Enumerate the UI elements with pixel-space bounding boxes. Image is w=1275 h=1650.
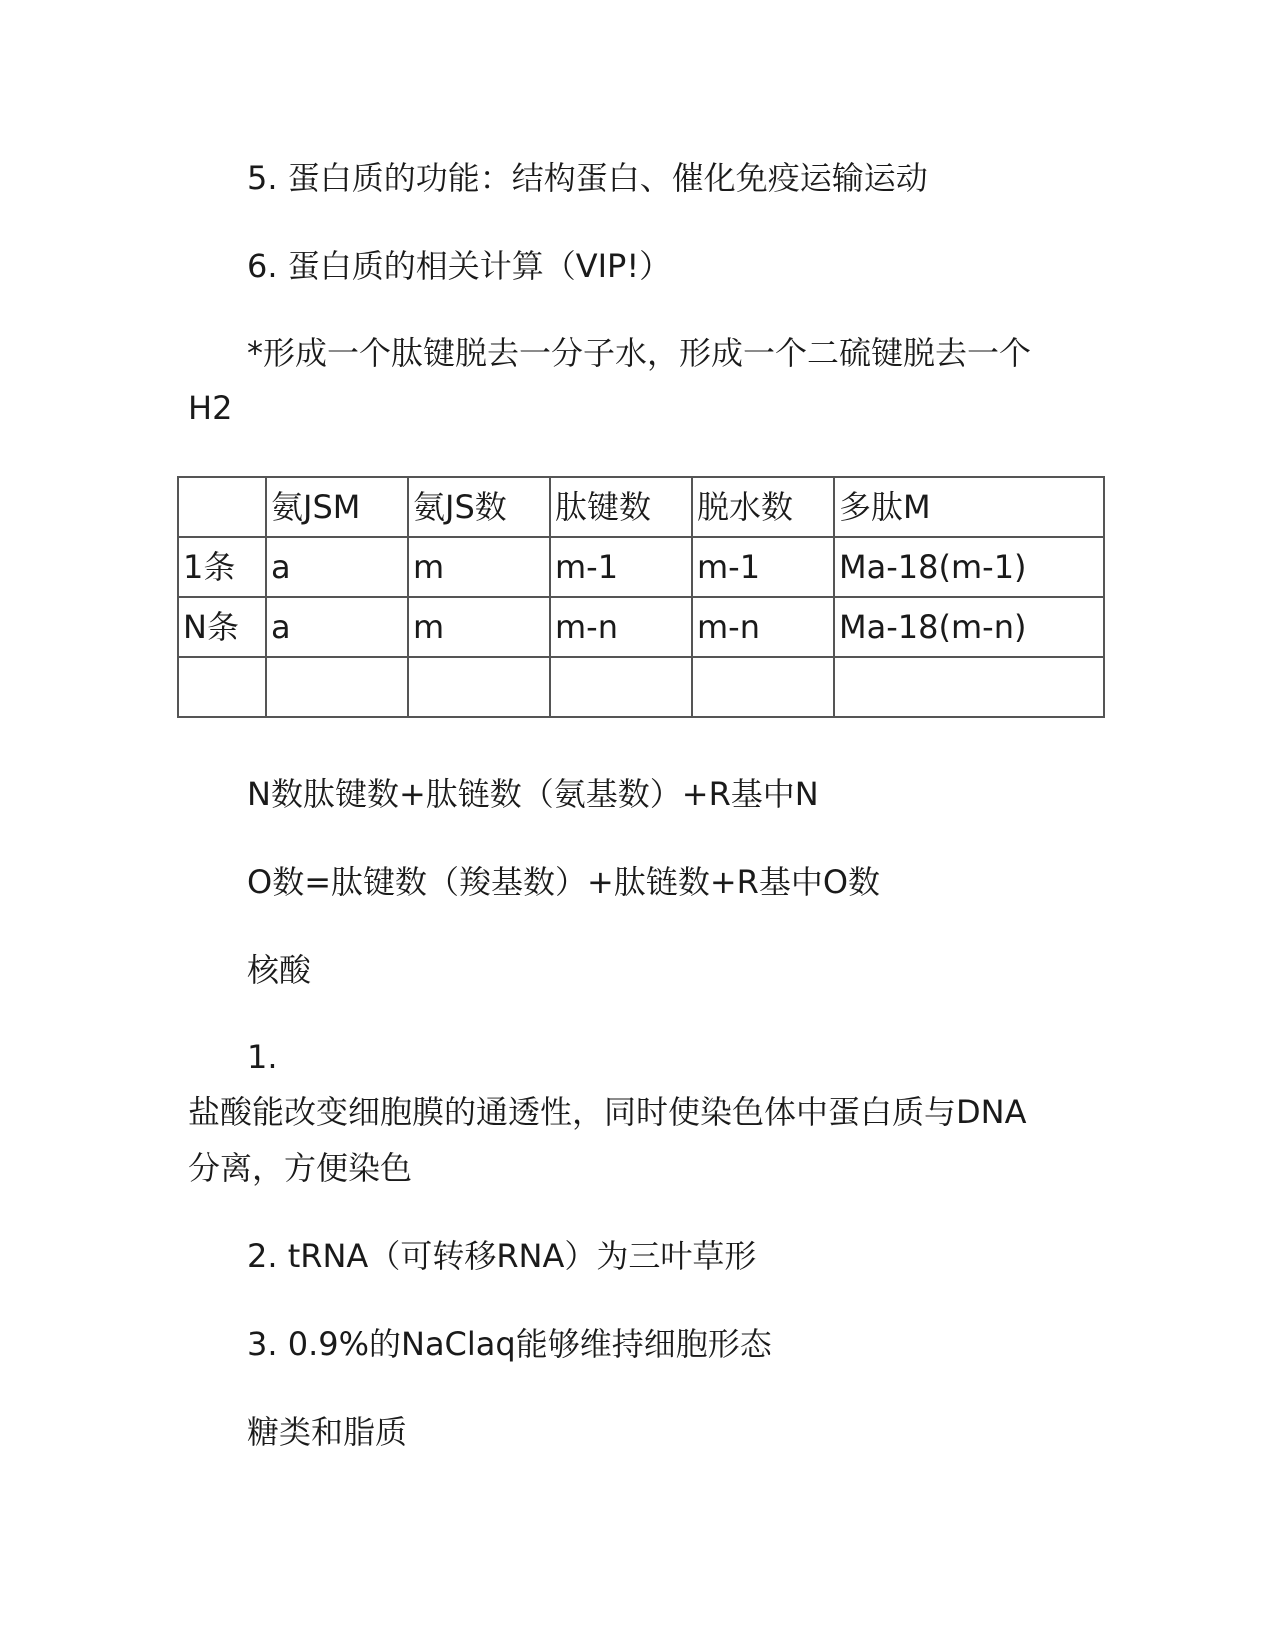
table-cell: Ma-18(m-n) [834,597,1104,657]
table-cell: 1条 [178,537,266,597]
paragraph-peptide-bond-line2: H2 [188,389,233,427]
table-header-cell: 氨JSM [266,477,408,537]
table-cell: m-1 [550,537,692,597]
table-cell [408,657,550,717]
paragraph-protein-function: 5. 蛋白质的功能：结构蛋白、催化免疫运输运动 [247,159,928,197]
protein-calculation-table [177,476,1105,718]
table-cell: Ma-18(m-1) [834,537,1104,597]
table-row [178,537,1104,597]
paragraph-n-formula: N数肽键数+肽链数（氨基数）+R基中N [247,775,819,813]
table-cell [550,657,692,717]
paragraph-trna: 2. tRNA（可转移RNA）为三叶草形 [247,1237,757,1275]
table-cell: a [266,537,408,597]
table-header-cell: 肽键数 [550,477,692,537]
table-cell: a [266,597,408,657]
table-cell: m-n [692,597,834,657]
list-item-number: 1. [247,1038,278,1076]
paragraph-hydrochloric-acid-line1: 盐酸能改变细胞膜的通透性，同时使染色体中蛋白质与DNA [188,1093,1027,1131]
heading-nucleic-acid: 核酸 [247,951,312,989]
paragraph-peptide-bond-line1: *形成一个肽键脱去一分子水，形成一个二硫键脱去一个 [247,334,1032,372]
paragraph-protein-calculation: 6. 蛋白质的相关计算（VIP!） [247,247,672,285]
table-cell: m-n [550,597,692,657]
table-cell: m [408,537,550,597]
table-cell: m-1 [692,537,834,597]
paragraph-hydrochloric-acid-line2: 分离，方便染色 [188,1149,413,1187]
table-row [178,657,1104,717]
table-cell [178,657,266,717]
table-row [178,597,1104,657]
table-header-cell [178,477,266,537]
table-header-row [178,477,1104,537]
table-header-cell: 氨JS数 [408,477,550,537]
table-cell: m [408,597,550,657]
table-header-cell: 脱水数 [692,477,834,537]
table-cell: N条 [178,597,266,657]
table-header-cell: 多肽M [834,477,1104,537]
paragraph-nacl: 3. 0.9%的NaClaq能够维持细胞形态 [247,1325,772,1363]
paragraph-o-formula: O数=肽键数（羧基数）+肽链数+R基中O数 [247,863,881,901]
table-cell [834,657,1104,717]
table-cell [266,657,408,717]
heading-sugars-lipids: 糖类和脂质 [247,1413,408,1451]
table-cell [692,657,834,717]
